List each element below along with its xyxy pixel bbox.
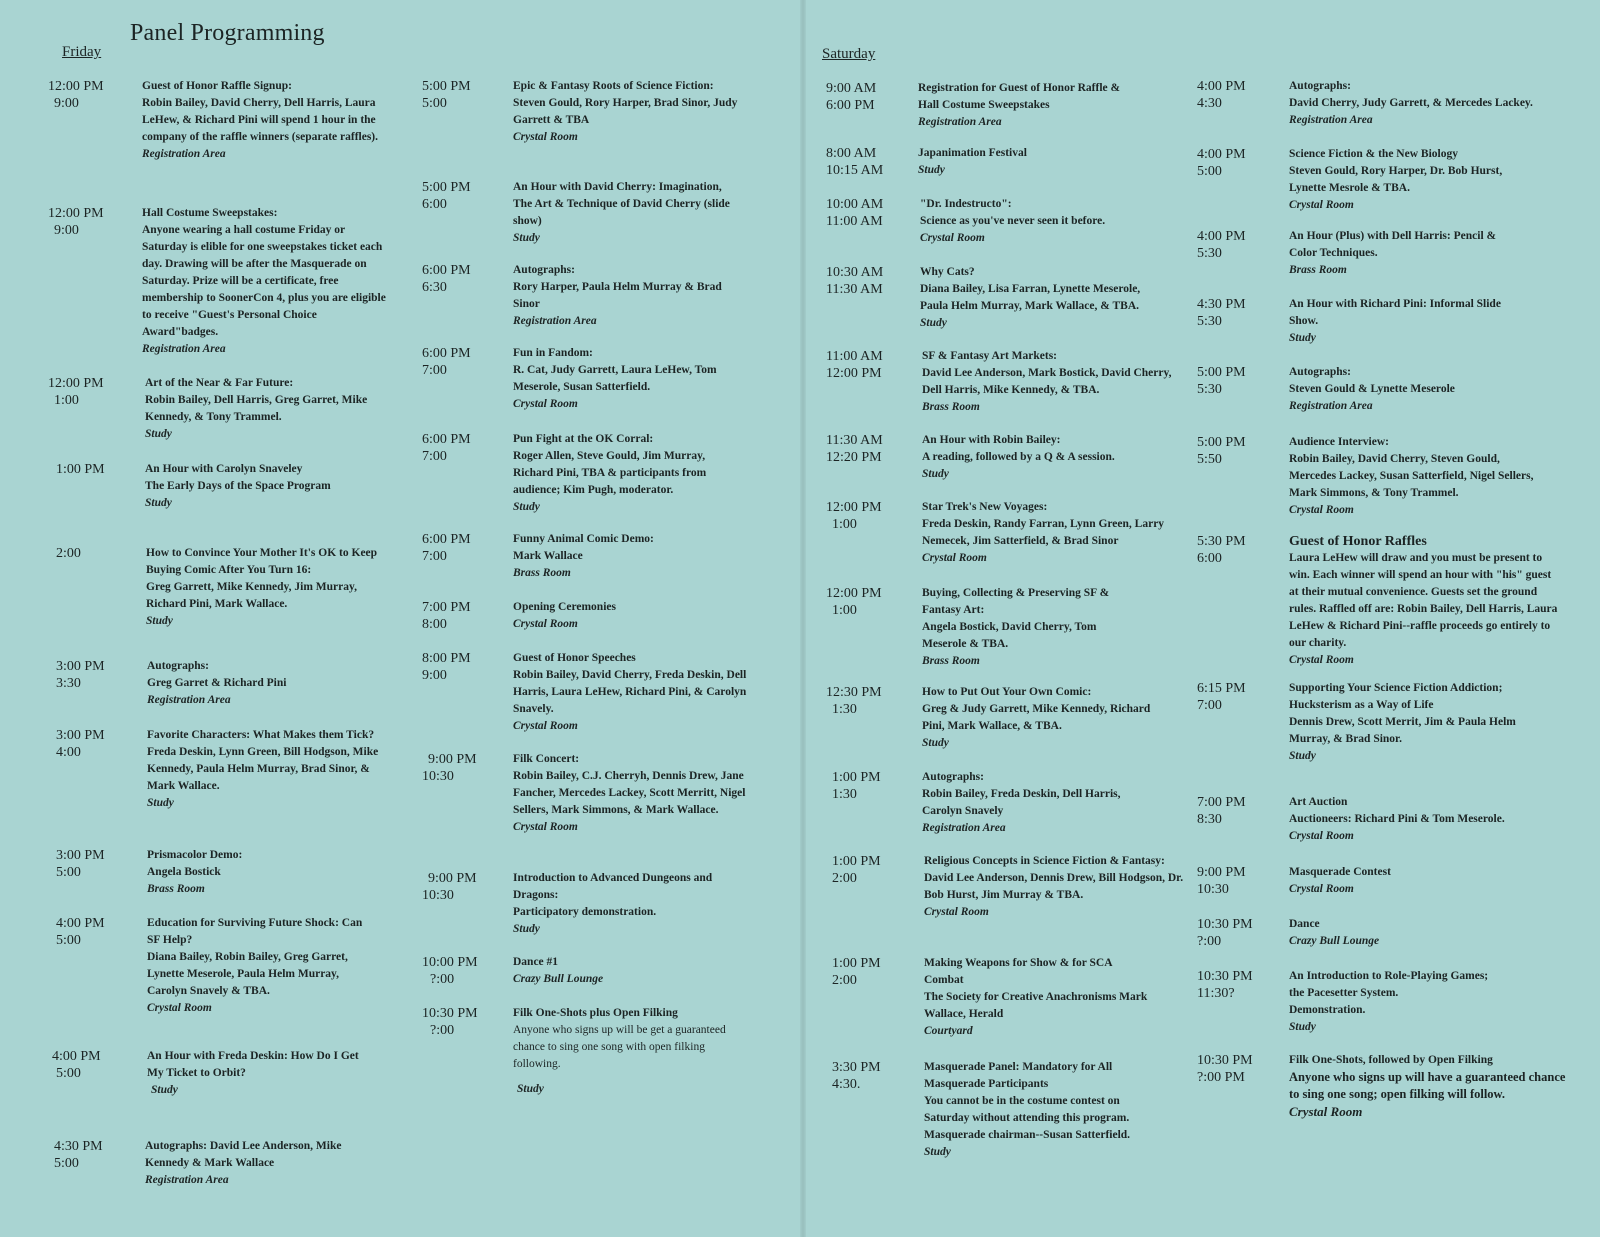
entry-desc: The Early Days of the Space Program xyxy=(145,480,331,492)
entry-title: How to Convince Your Mother It's OK to Keep Buying Comic After You Turn 16: xyxy=(146,547,378,576)
schedule-entry xyxy=(48,205,405,375)
entry-times: 6:15 PM 7:00 xyxy=(1197,681,1246,713)
entry-times: 6:00 PM 7:00 xyxy=(422,346,471,378)
entry-location: Crystal Room xyxy=(920,232,985,244)
entry-title: How to Put Out Your Own Comic: xyxy=(922,686,1092,698)
schedule-entry xyxy=(422,179,773,262)
entry-location: Study xyxy=(146,615,173,627)
entry-location: Crystal Room xyxy=(1289,199,1354,211)
schedule-entry xyxy=(826,853,1187,955)
schedule-entry xyxy=(1197,78,1569,146)
entry-desc: Demonstration. xyxy=(1289,1004,1366,1016)
entry-location: Study xyxy=(513,501,540,513)
schedule-entry xyxy=(1197,146,1569,228)
entry-times: 6:00 PM 7:00 xyxy=(422,432,471,464)
entry-title: Filk Concert: xyxy=(513,753,580,765)
entry-desc: Diana Bailey, Lisa Farran, Lynette Meserole, Paula Helm Murray, Mark Wallace, & TBA. xyxy=(920,283,1141,312)
entry-desc: Anyone who signs up will be get a guaranteed chance to sing one song with open filking following. xyxy=(513,1024,726,1070)
schedule-entry xyxy=(1197,794,1569,864)
entry-title: Epic & Fantasy Roots of Science Fiction: xyxy=(513,80,714,92)
entry-times: 10:00 AM 11:00 AM xyxy=(826,197,884,229)
schedule-column-4 xyxy=(1197,78,1569,1162)
entry-location: Crystal Room xyxy=(1289,830,1354,842)
entry-title: Education for Surviving Future Shock: Can SF Help? xyxy=(147,917,363,946)
entry-title: Filk One-Shots plus Open Filking xyxy=(513,1007,678,1019)
day-label-saturday: Saturday xyxy=(822,46,876,62)
schedule-entry xyxy=(1197,916,1569,968)
entry-title: Autographs: xyxy=(1289,366,1351,378)
schedule-entry xyxy=(422,431,773,531)
entry-title: Masquerade Panel: Mandatory for All Masquerade Participants xyxy=(924,1061,1113,1090)
entry-times: 5:00 PM 5:00 xyxy=(422,79,471,111)
entry-title: Art Auction xyxy=(1289,796,1348,808)
entry-times: 9:00 PM 10:30 xyxy=(422,752,477,784)
entry-title: Audience Interview: xyxy=(1289,436,1389,448)
entry-location: Study xyxy=(922,468,949,480)
entry-title: Favorite Characters: What Makes them Tick? xyxy=(147,729,375,741)
schedule-entry xyxy=(48,847,405,915)
schedule-entry xyxy=(48,545,405,658)
entry-desc: Robin Bailey, David Cherry, Dell Harris, Laura LeHew, & Richard Pini will spend 1 hour in the company of the raffle winners (separate raffles). xyxy=(142,97,379,143)
entry-title: Autographs: xyxy=(922,771,984,783)
schedule-entry xyxy=(1197,434,1569,533)
entry-title: Guest of Honor Raffles xyxy=(1289,534,1427,549)
entry-times: 4:00 PM 4:30 xyxy=(1197,79,1246,111)
entry-times: 9:00 PM 10:30 xyxy=(422,871,477,903)
entry-desc: Roger Allen, Steve Gould, Jim Murray, Richard Pini, TBA & participants from audience; Kim Pugh, moderator. xyxy=(513,450,707,496)
entry-times: 4:00 PM 5:00 xyxy=(52,1049,101,1081)
entry-desc: Participatory demonstration. xyxy=(513,906,657,918)
schedule-entry xyxy=(826,348,1187,432)
entry-title: Dance xyxy=(1289,918,1320,930)
entry-location: Registration Area xyxy=(142,148,226,160)
entry-desc: Steven Gould, Rory Harper, Brad Sinor, Judy Garrett & TBA xyxy=(513,97,738,126)
schedule-entry xyxy=(422,751,773,870)
entry-times: 12:30 PM 1:30 xyxy=(826,685,882,717)
entry-times: 1:00 PM 2:00 xyxy=(832,854,881,886)
entry-location: Brass Room xyxy=(513,567,571,579)
entry-desc: Robin Bailey, David Cherry, Steven Gould, Mercedes Lackey, Susan Satterfield, Nigel Sellers, Mark Simmons, & Tony Trammel. xyxy=(1289,453,1534,499)
entry-title: Registration for Guest of Honor Raffle & Hall Costume Sweepstakes xyxy=(918,82,1121,111)
entry-desc: Angela Bostick, David Cherry, Tom Meserole & TBA. xyxy=(922,621,1097,650)
entry-title: Buying, Collecting & Preserving SF & Fantasy Art: xyxy=(922,587,1110,616)
entry-desc: David Cherry, Judy Garrett, & Mercedes Lackey. xyxy=(1289,97,1533,109)
entry-title: Opening Ceremonies xyxy=(513,601,616,613)
schedule-entry xyxy=(1197,1052,1569,1162)
entry-location: Crazy Bull Lounge xyxy=(513,973,604,985)
entry-location: Crystal Room xyxy=(513,720,578,732)
entry-location: Study xyxy=(513,232,540,244)
schedule-entry xyxy=(422,78,773,179)
entry-title: An Hour with Carolyn Snaveley xyxy=(145,463,303,475)
entry-title: Science Fiction & the New Biology xyxy=(1289,148,1458,160)
schedule-entry xyxy=(1197,364,1569,434)
entry-title: Why Cats? xyxy=(920,266,975,278)
entry-desc: Diana Bailey, Robin Bailey, Greg Garret, Lynette Meserole, Paula Helm Murray, Carolyn Snavely & TBA. xyxy=(147,951,348,997)
entry-location: Brass Room xyxy=(922,655,980,667)
entry-times: 10:30 PM ?:00 xyxy=(422,1006,478,1038)
entry-title: SF & Fantasy Art Markets: xyxy=(922,350,1057,362)
entry-title: Filk One-Shots, followed by Open Filking xyxy=(1289,1054,1493,1066)
entry-title: Autographs: xyxy=(513,264,575,276)
schedule-column-1 xyxy=(48,78,405,1198)
entry-times: 8:00 AM 10:15 AM xyxy=(826,146,884,178)
schedule-entry xyxy=(48,1048,405,1138)
entry-times: 3:00 PM 5:00 xyxy=(56,848,105,880)
entry-desc: Freda Deskin, Randy Farran, Lynn Green, Larry Nemecek, Jim Satterfield, & Brad Sinor xyxy=(922,518,1165,547)
entry-times: 4:00 PM 5:30 xyxy=(1197,229,1246,261)
entry-title: Guest of Honor Speeches xyxy=(513,652,636,664)
entry-location: Study xyxy=(145,428,172,440)
entry-location: Crystal Room xyxy=(513,821,578,833)
entry-times: 7:00 PM 8:00 xyxy=(422,600,471,632)
entry-times: 5:30 PM 6:00 xyxy=(1197,534,1246,566)
entry-times: 10:00 PM ?:00 xyxy=(422,955,478,987)
entry-times: 8:00 PM 9:00 xyxy=(422,651,471,683)
entry-title: Introduction to Advanced Dungeons and Dragons: xyxy=(513,872,713,901)
entry-times: 2:00 xyxy=(56,546,81,561)
schedule-entry xyxy=(48,727,405,847)
schedule-entry xyxy=(48,461,405,545)
entry-title: Autographs: xyxy=(147,660,209,672)
entry-times: 7:00 PM 8:30 xyxy=(1197,795,1246,827)
entry-location: Crazy Bull Lounge xyxy=(1289,935,1380,947)
entry-location: Crystal Room xyxy=(924,906,989,918)
schedule-entry xyxy=(826,196,1187,264)
entry-title: Fun in Fandom: xyxy=(513,347,593,359)
entry-title: Pun Fight at the OK Corral: xyxy=(513,433,654,445)
entry-title: Hall Costume Sweepstakes: xyxy=(142,207,278,219)
entry-desc: Robin Bailey, Freda Deskin, Dell Harris, Carolyn Snavely xyxy=(922,788,1121,817)
schedule-column-3 xyxy=(826,80,1187,1169)
page-title: Panel Programming xyxy=(130,20,325,46)
schedule-entry xyxy=(1197,228,1569,296)
entry-title: Funny Animal Comic Demo: xyxy=(513,533,654,545)
entry-times: 10:30 AM 11:30 AM xyxy=(826,265,884,297)
entry-location: Registration Area xyxy=(147,694,231,706)
entry-location: Study xyxy=(147,797,174,809)
entry-times: 6:00 PM 6:30 xyxy=(422,263,471,295)
schedule-entry xyxy=(826,769,1187,853)
entry-location: Study xyxy=(145,497,172,509)
entry-title: An Introduction to Role-Playing Games; the Pacesetter System. xyxy=(1289,970,1489,999)
entry-location: Study xyxy=(924,1146,951,1158)
entry-desc: Laura LeHew will draw and you must be present to win. Each winner will spend an hour with "his" guest at their mutual convenience. Guests set the ground rules. Raffled off are: Robin Bailey, Dell Harris, Laura LeHew & Richard Pini--raffle proceeds go entirely to our charity. xyxy=(1289,552,1558,649)
entry-location: Registration Area xyxy=(1289,400,1373,412)
entry-location: Crystal Room xyxy=(922,552,987,564)
schedule-entry xyxy=(422,954,773,1005)
entry-location: Registration Area xyxy=(145,1174,229,1186)
schedule-entry xyxy=(826,432,1187,499)
schedule-entry xyxy=(826,955,1187,1059)
entry-times: 12:00 PM 1:00 xyxy=(826,500,882,532)
schedule-entry xyxy=(1197,968,1569,1052)
schedule-entry xyxy=(48,658,405,727)
schedule-entry xyxy=(1197,533,1569,680)
entry-location: Crystal Room xyxy=(1289,504,1354,516)
entry-title: Star Trek's New Voyages: xyxy=(922,501,1048,513)
schedule-entry xyxy=(826,684,1187,769)
entry-desc: Greg Garret & Richard Pini xyxy=(147,677,287,689)
entry-times: 10:30 PM ?:00 xyxy=(1197,917,1253,949)
schedule-entry xyxy=(422,650,773,751)
center-fold xyxy=(800,0,806,1237)
entry-times: 10:30 PM ?:00 PM xyxy=(1197,1053,1253,1085)
entry-desc: Robin Bailey, Dell Harris, Greg Garret, Mike Kennedy, & Tony Trammel. xyxy=(145,394,368,423)
entry-title: "Dr. Indestructo": xyxy=(920,198,1012,210)
entry-times: 3:00 PM 4:00 xyxy=(56,728,105,760)
entry-title: An Hour with Robin Bailey: xyxy=(922,434,1061,446)
entry-location: Study xyxy=(922,737,949,749)
entry-title: An Hour with Richard Pini: Informal Slide Show. xyxy=(1289,298,1501,327)
schedule-entry xyxy=(48,78,405,205)
entry-title: Guest of Honor Raffle Signup: xyxy=(142,80,292,92)
entry-title: Dance #1 xyxy=(513,956,559,968)
entry-desc: David Lee Anderson, Mark Bostick, David Cherry, Dell Harris, Mike Kennedy, & TBA. xyxy=(922,367,1172,396)
entry-title: An Hour (Plus) with Dell Harris: Pencil & Color Techniques. xyxy=(1289,230,1497,259)
entry-title: Autographs: David Lee Anderson, Mike xyxy=(145,1140,342,1152)
entry-desc: Kennedy & Mark Wallace xyxy=(145,1157,275,1169)
entry-location: Courtyard xyxy=(924,1025,973,1037)
entry-location: Crystal Room xyxy=(147,1002,212,1014)
entry-title: Masquerade Contest xyxy=(1289,866,1391,878)
day-label-friday: Friday xyxy=(62,44,102,60)
schedule-entry xyxy=(422,1005,773,1105)
entry-times: 4:00 PM 5:00 xyxy=(1197,147,1246,179)
entry-times: 12:00 PM 9:00 xyxy=(48,206,104,238)
entry-desc: Dennis Drew, Scott Merrit, Jim & Paula Helm Murray, & Brad Sinor. xyxy=(1289,716,1516,745)
schedule-entry xyxy=(826,585,1187,684)
entry-desc: Robin Bailey, C.J. Cherryh, Dennis Drew, Jane Fancher, Mercedes Lackey, Scott Merritt, Nigel Sellers, Mark Simmons, & Mark Wallace. xyxy=(513,770,746,816)
entry-title: An Hour with Freda Deskin: How Do I Get My Ticket to Orbit? xyxy=(147,1050,359,1079)
entry-times: 12:00 PM 1:00 xyxy=(826,586,882,618)
entry-title: An Hour with David Cherry: Imagination, The Art & Technique of David Cherry (slide show) xyxy=(513,181,730,227)
entry-location: Registration Area xyxy=(922,822,1006,834)
entry-location: Study xyxy=(1289,750,1316,762)
entry-desc: Greg & Judy Garrett, Mike Kennedy, Richard Pini, Mark Wallace, & TBA. xyxy=(922,703,1151,732)
entry-desc: Mark Wallace xyxy=(513,550,583,562)
schedule-entry xyxy=(48,1138,405,1198)
entry-title: Art of the Near & Far Future: xyxy=(145,377,294,389)
entry-location: Study xyxy=(920,317,947,329)
entry-times: 1:00 PM 2:00 xyxy=(832,956,881,988)
entry-title: Religious Concepts in Science Fiction & Fantasy: xyxy=(924,855,1165,867)
entry-desc: Freda Deskin, Lynn Green, Bill Hodgson, Mike Kennedy, Paula Helm Murray, Brad Sinor, & Mark Wallace. xyxy=(147,746,379,792)
entry-location: Crystal Room xyxy=(513,398,578,410)
entry-times: 6:00 PM 7:00 xyxy=(422,532,471,564)
schedule-entry xyxy=(422,345,773,431)
entry-location: Crystal Room xyxy=(1289,1104,1363,1119)
schedule-entry xyxy=(1197,864,1569,916)
entry-times: 9:00 AM 6:00 PM xyxy=(826,81,877,113)
schedule-entry xyxy=(826,499,1187,585)
entry-times: 4:00 PM 5:00 xyxy=(56,916,105,948)
entry-times: 10:30 PM 11:30? xyxy=(1197,969,1253,1001)
entry-location: Study xyxy=(918,164,945,176)
entry-desc: Steven Gould, Rory Harper, Dr. Bob Hurst, Lynette Mesrole & TBA. xyxy=(1289,165,1503,194)
entry-location: Crystal Room xyxy=(513,618,578,630)
entry-desc: R. Cat, Judy Garrett, Laura LeHew, Tom Meserole, Susan Satterfield. xyxy=(513,364,717,393)
entry-location: Study xyxy=(517,1083,544,1095)
schedule-entry xyxy=(422,531,773,599)
entry-location: Crystal Room xyxy=(513,131,578,143)
entry-location: Brass Room xyxy=(922,401,980,413)
entry-desc: Rory Harper, Paula Helm Murray & Brad Sinor xyxy=(513,281,722,310)
entry-times: 11:30 AM 12:20 PM xyxy=(826,433,883,465)
schedule-entry xyxy=(1197,680,1569,794)
schedule-entry xyxy=(422,599,773,650)
schedule-entry xyxy=(1197,296,1569,364)
entry-times: 5:00 PM 6:00 xyxy=(422,180,471,212)
schedule-entry xyxy=(826,80,1187,145)
entry-title: Supporting Your Science Fiction Addiction; Hucksterism as a Way of Life xyxy=(1289,682,1503,711)
entry-times: 11:00 AM 12:00 PM xyxy=(826,349,883,381)
entry-times: 9:00 PM 10:30 xyxy=(1197,865,1246,897)
schedule-entry xyxy=(826,264,1187,348)
entry-desc: Steven Gould & Lynette Meserole xyxy=(1289,383,1455,395)
schedule-entry xyxy=(826,1059,1187,1169)
entry-times: 3:00 PM 3:30 xyxy=(56,659,105,691)
entry-desc: The Society for Creative Anachronisms Mark Wallace, Herald xyxy=(924,991,1148,1020)
schedule-entry xyxy=(826,145,1187,196)
entry-desc: Greg Garrett, Mike Kennedy, Jim Murray, Richard Pini, Mark Wallace. xyxy=(146,581,358,610)
schedule-entry xyxy=(48,375,405,461)
schedule-entry xyxy=(422,262,773,345)
entry-title: Making Weapons for Show & for SCA Combat xyxy=(924,957,1112,986)
schedule-entry xyxy=(48,915,405,1048)
entry-location: Study xyxy=(513,923,540,935)
entry-location: Registration Area xyxy=(1289,114,1373,126)
entry-desc: Science as you've never seen it before. xyxy=(920,215,1106,227)
entry-desc: Anyone wearing a hall costume Friday or Saturday is elible for one sweepstakes ticket each day. Drawing will be after the Masquerade on Saturday. Prize will be a certificate, free membership to SoonerCon 4, plus you are eligible to receive "Guest's Personal Choice Award"badges. xyxy=(142,224,386,338)
entry-times: 1:00 PM 1:30 xyxy=(832,770,881,802)
entry-desc: Auctioneers: Richard Pini & Tom Meserole. xyxy=(1289,813,1505,825)
entry-title: Japanimation Festival xyxy=(918,147,1027,159)
entry-times: 12:00 PM 1:00 xyxy=(48,376,104,408)
schedule-entry xyxy=(422,870,773,954)
entry-times: 1:00 PM xyxy=(56,462,105,477)
entry-location: Brass Room xyxy=(147,883,205,895)
entry-times: 4:30 PM 5:30 xyxy=(1197,297,1246,329)
entry-location: Study xyxy=(1289,1021,1316,1033)
entry-desc: Anyone who signs up will have a guaranteed chance to sing one song; open filking will follow. xyxy=(1289,1070,1566,1101)
entry-desc: David Lee Anderson, Dennis Drew, Bill Hodgson, Dr. Bob Hurst, Jim Murray & TBA. xyxy=(924,872,1184,901)
entry-location: Crystal Room xyxy=(1289,883,1354,895)
entry-location: Study xyxy=(151,1084,178,1096)
entry-location: Registration Area xyxy=(513,315,597,327)
entry-desc: Robin Bailey, David Cherry, Freda Deskin, Dell Harris, Laura LeHew, Richard Pini, & Carolyn Snavely. xyxy=(513,669,747,715)
entry-title: Prismacolor Demo: xyxy=(147,849,243,861)
entry-location: Brass Room xyxy=(1289,264,1347,276)
entry-desc: You cannot be in the costume contest on Saturday without attending this program. Masquerade chairman--Susan Satterfield. xyxy=(924,1095,1131,1141)
entry-location: Study xyxy=(1289,332,1316,344)
entry-times: 3:30 PM 4:30. xyxy=(832,1060,881,1092)
entry-location: Crystal Room xyxy=(1289,654,1354,666)
entry-location: Registration Area xyxy=(918,116,1002,128)
entry-times: 5:00 PM 5:50 xyxy=(1197,435,1246,467)
entry-desc: Angela Bostick xyxy=(147,866,221,878)
entry-title: Autographs: xyxy=(1289,80,1351,92)
entry-location: Registration Area xyxy=(142,343,226,355)
schedule-column-2 xyxy=(422,78,773,1105)
entry-times: 12:00 PM 9:00 xyxy=(48,79,104,111)
entry-times: 4:30 PM 5:00 xyxy=(54,1139,103,1171)
entry-times: 5:00 PM 5:30 xyxy=(1197,365,1246,397)
entry-desc: A reading, followed by a Q & A session. xyxy=(922,451,1115,463)
